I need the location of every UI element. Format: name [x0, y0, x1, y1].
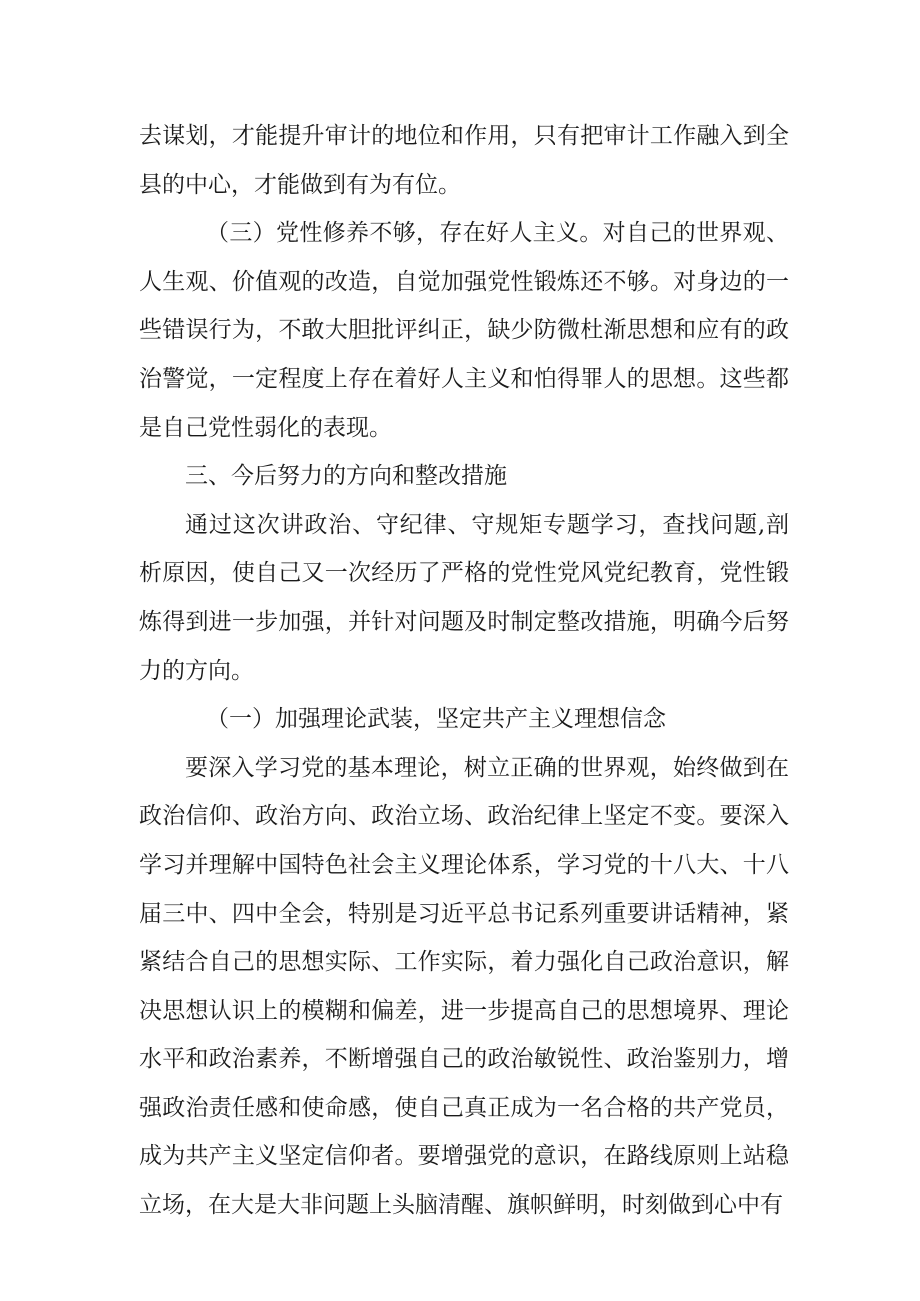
paragraph-subsection-three: （三）党性修养不够，存在好人主义。对自己的世界观、人生观、价值观的改造，自觉加强党性锻炼还不够。对身边的一些错误行为，不敢大胆批评纠正，缺少防微杜渐思想和应有的政治警觉，一定程度上存在着好人主义和怕得罪人的思想。这些都是自己党性弱化的表现。 — [139, 220, 789, 441]
document-body — [139, 112, 789, 1230]
paragraph-continuation: 去谋划，才能提升审计的地位和作用，只有把审计工作融入到全县的中心，才能做到有为有位。 — [139, 123, 789, 198]
paragraph-section-intro: 通过这次讲政治、守纪律、守规矩专题学习，查找问题,剖析原因，使自己又一次经历了严格的党性党风党纪教育，党性锻炼得到进一步加强，并针对问题及时制定整改措施，明确今后努力的方向。 — [139, 511, 789, 684]
subsection-heading-one: （一）加强理论武装，坚定共产主义理想信念 — [206, 706, 666, 733]
section-heading-three: 三、今后努力的方向和整改措施 — [185, 463, 507, 490]
paragraph-theory: 要深入学习党的基本理论，树立正确的世界观，始终做到在政治信仰、政治方向、政治立场、政治纪律上坚定不变。要深入学习并理解中国特色社会主义理论体系，学习党的十八大、十八届三中、四中全会，特别是习近平总书记系列重要讲话精神，紧紧结合自己的思想实际、工作实际，着力强化自己政治意识，解决思想认识上的模糊和偏差，进一步提高自己的思想境界、理论水平和政治素养，不断增强自己的政治敏锐性、政治鉴别力，增强政治责任感和使命感，使自己真正成为一名合格的共产党员，成为共产主义坚定信仰者。要增强党的意识，在路线原则上站稳立场，在大是大非问题上头脑清醒、旗帜鲜明，时刻做到心中有 — [139, 754, 789, 1219]
